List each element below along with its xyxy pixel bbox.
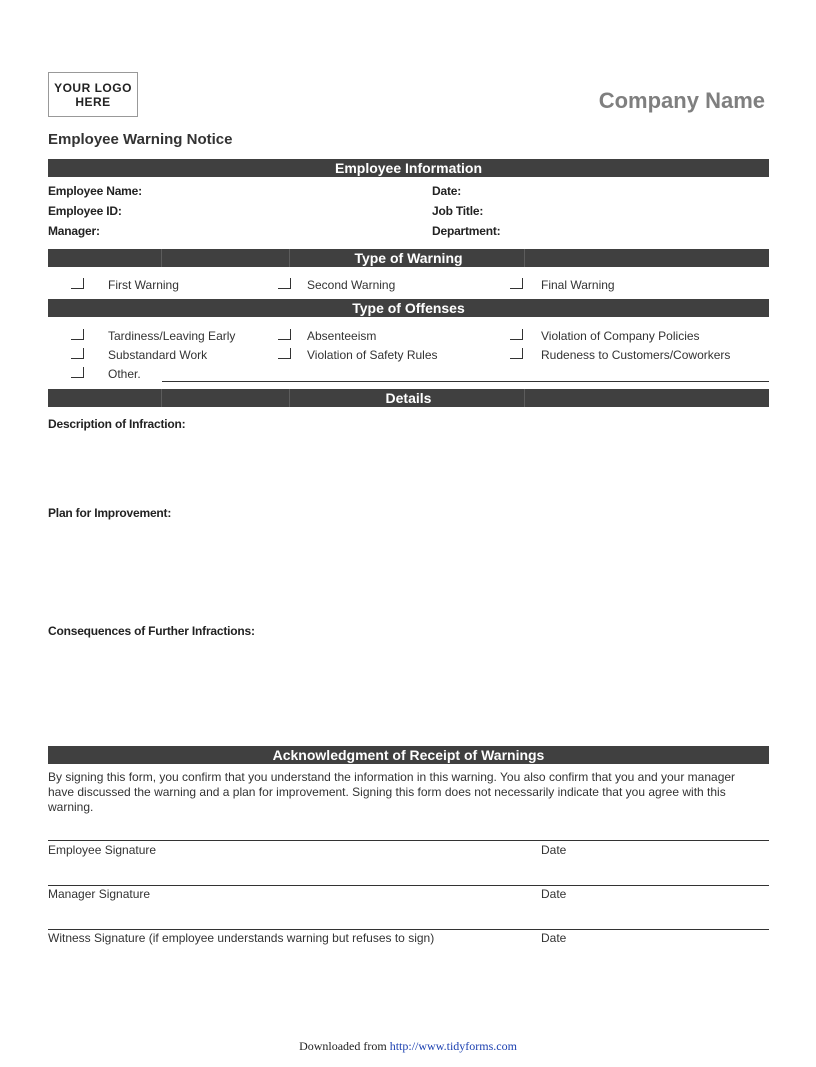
employee-info-header (48, 159, 769, 177)
employee-date-label: Date (541, 843, 567, 857)
acknowledgment-text: By signing this form, you confirm that you understand the information in this warning. You also confirm that you and your manager have discussed the warning and a plan for improvement. Signing this form does not necessarily indicate that you agree with this warning. (48, 770, 736, 814)
first-warning-checkbox[interactable] (71, 278, 84, 289)
policy-violation-checkbox[interactable] (510, 329, 523, 340)
details-heading: Details (385, 390, 432, 406)
first-warning-label: First Warning (108, 278, 179, 292)
manager-label: Manager: (48, 224, 100, 238)
substandard-work-label: Substandard Work (108, 348, 208, 362)
absenteeism-label: Absenteeism (307, 329, 377, 343)
second-warning-label: Second Warning (307, 278, 396, 292)
acknowledgment-header (48, 746, 769, 764)
other-input-line[interactable] (162, 381, 769, 382)
manager-signature-line[interactable] (48, 885, 769, 886)
employee-signature-line[interactable] (48, 840, 769, 841)
offenses-heading: Type of Offenses (352, 300, 465, 316)
warning-type-heading: Type of Warning (354, 250, 463, 266)
final-warning-checkbox[interactable] (510, 278, 523, 289)
manager-date-label: Date (541, 887, 567, 901)
employee-signature-label: Employee Signature (48, 843, 157, 857)
rudeness-label: Rudeness to Customers/Coworkers (541, 348, 731, 362)
date-label: Date: (432, 184, 462, 198)
description-label: Description of Infraction: (48, 417, 186, 431)
rudeness-checkbox[interactable] (510, 348, 523, 359)
final-warning-label: Final Warning (541, 278, 615, 292)
plan-label: Plan for Improvement: (48, 506, 172, 520)
tardiness-label: Tardiness/Leaving Early (108, 329, 236, 343)
form-title: Employee Warning Notice (48, 131, 233, 148)
second-warning-checkbox[interactable] (278, 278, 291, 289)
absenteeism-checkbox[interactable] (278, 329, 291, 340)
tardiness-checkbox[interactable] (71, 329, 84, 340)
witness-signature-line[interactable] (48, 929, 769, 930)
employee-info-heading: Employee Information (334, 160, 483, 176)
consequences-label: Consequences of Further Infractions: (48, 624, 255, 638)
policy-violation-label: Violation of Company Policies (541, 329, 700, 343)
manager-signature-label: Manager Signature (48, 887, 151, 901)
logo-text: YOUR LOGO HERE (54, 80, 132, 109)
safety-violation-checkbox[interactable] (278, 348, 291, 359)
footer-prefix: Downloaded from (299, 1039, 390, 1053)
other-label: Other. (108, 367, 141, 381)
substandard-work-checkbox[interactable] (71, 348, 84, 359)
acknowledgment-heading: Acknowledgment of Receipt of Warnings (272, 747, 545, 763)
safety-violation-label: Violation of Safety Rules (307, 348, 438, 362)
employee-name-label: Employee Name: (48, 184, 142, 198)
job-title-label: Job Title: (432, 204, 484, 218)
footer (0, 1039, 816, 1054)
details-header (48, 389, 769, 407)
warning-type-header (48, 249, 769, 267)
other-checkbox[interactable] (71, 367, 84, 378)
employee-id-label: Employee ID: (48, 204, 122, 218)
witness-signature-label: Witness Signature (if employee understands warning but refuses to sign) (48, 931, 435, 945)
footer-link[interactable]: http://www.tidyforms.com (389, 1039, 517, 1053)
department-label: Department: (432, 224, 501, 238)
company-logo-placeholder (48, 72, 138, 117)
witness-date-label: Date (541, 931, 567, 945)
company-name: Company Name (598, 88, 765, 113)
offenses-header (48, 299, 769, 317)
